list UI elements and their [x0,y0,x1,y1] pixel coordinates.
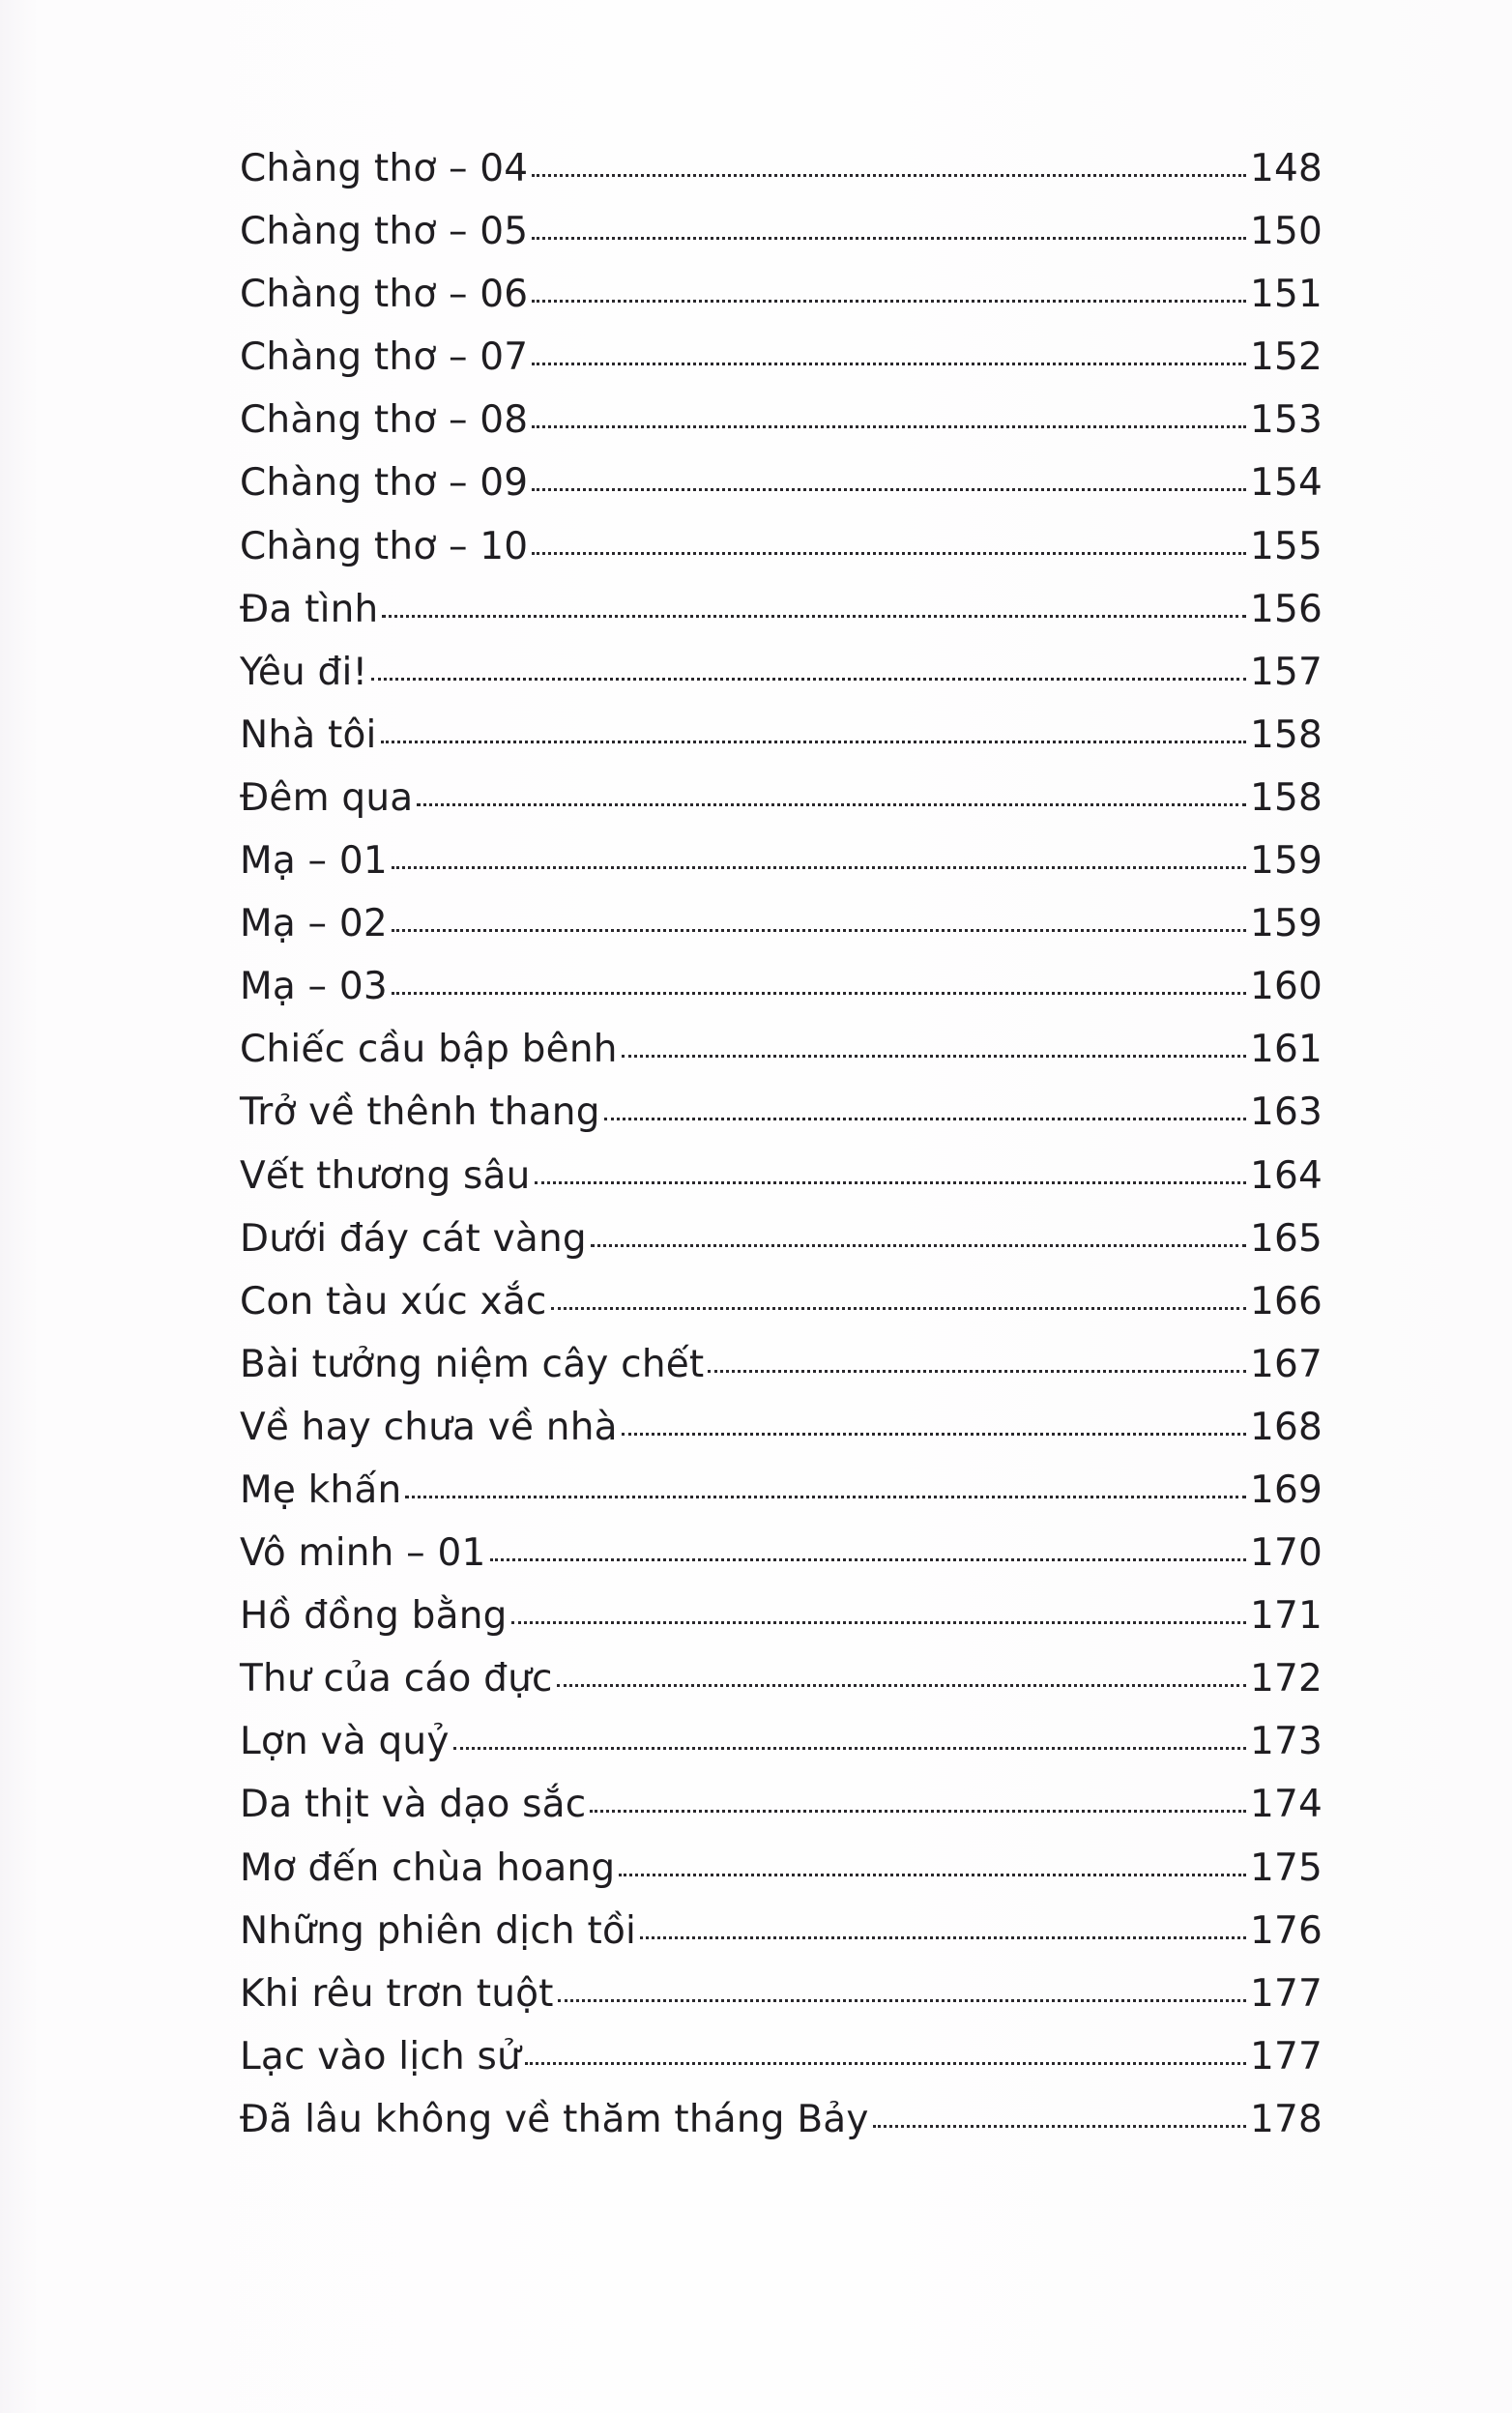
table-of-contents [240,137,1323,2151]
dot-leader [532,552,1246,555]
toc-entry-page-number: 165 [1249,1216,1323,1261]
toc-entry-title: Mơ đến chùa hoang [240,1846,616,1890]
toc-entry-page-number: 154 [1249,461,1323,506]
toc-entry [240,1962,1323,2025]
toc-entry-title: Chàng thơ – 10 [240,524,529,568]
toc-entry-page-number: 155 [1249,524,1323,568]
toc-entry [240,1333,1323,1396]
toc-entry [240,704,1323,767]
toc-entry-title: Chàng thơ – 04 [240,147,529,190]
toc-entry-title: Trở về thênh thang [240,1090,600,1135]
dot-leader [619,1874,1246,1876]
dot-leader [590,1810,1246,1813]
toc-entry [240,1459,1323,1522]
dot-leader [532,488,1246,491]
toc-entry-page-number: 177 [1249,1971,1323,2016]
toc-entry-page-number: 170 [1249,1531,1323,1576]
toc-entry [240,200,1323,263]
toc-entry-page-number: 178 [1249,2097,1323,2141]
toc-entry-page-number: 158 [1249,712,1323,757]
toc-entry [240,892,1323,955]
toc-entry [240,1270,1323,1333]
toc-entry-title: Chàng thơ – 09 [240,461,529,506]
toc-entry-title: Chàng thơ – 06 [240,273,529,317]
dot-leader [490,1558,1246,1561]
dot-leader [873,2125,1246,2128]
dot-leader [511,1621,1246,1624]
dot-leader [604,1118,1246,1120]
toc-entry [240,578,1323,641]
toc-entry-title: Đa tình [240,587,379,631]
toc-entry-title: Mạ – 02 [240,902,388,946]
toc-entry-page-number: 164 [1249,1153,1323,1198]
toc-entry-page-number: 151 [1249,273,1323,317]
toc-entry-title: Yêu đi! [240,650,368,694]
dot-leader [453,1747,1246,1750]
dot-leader [381,741,1246,743]
toc-entry-title: Bài tưởng niệm cây chết [240,1342,705,1386]
toc-entry-page-number: 157 [1249,650,1323,694]
toc-entry [240,137,1323,200]
toc-entry [240,1710,1323,1773]
dot-leader [532,174,1246,177]
toc-entry-title: Chàng thơ – 07 [240,335,529,380]
toc-entry-title: Dưới đáy cát vàng [240,1216,587,1261]
dot-leader [532,425,1246,428]
toc-entry-page-number: 169 [1249,1468,1323,1512]
toc-entry [240,1837,1323,1900]
toc-entry [240,451,1323,514]
dot-leader [591,1244,1246,1247]
toc-entry [240,2025,1323,2088]
toc-entry [240,326,1323,389]
toc-entry-page-number: 148 [1249,147,1323,190]
toc-entry-page-number: 177 [1249,2034,1323,2079]
dot-leader [405,1496,1246,1498]
toc-entry-title: Mạ – 01 [240,839,388,884]
toc-entry-page-number: 168 [1249,1405,1323,1449]
toc-entry-title: Đêm qua [240,775,414,820]
toc-entry-page-number: 160 [1249,965,1323,1009]
toc-entry-title: Da thịt và dạo sắc [240,1783,587,1827]
toc-entry-title: Những phiên dịch tồi [240,1908,637,1953]
dot-leader [417,803,1246,806]
toc-entry [240,1396,1323,1459]
toc-entry [240,1145,1323,1207]
toc-entry-title: Nhà tôi [240,712,377,757]
toc-entry-page-number: 176 [1249,1908,1323,1953]
toc-entry-page-number: 174 [1249,1783,1323,1827]
toc-entry-title: Vô minh – 01 [240,1531,486,1576]
dot-leader [532,363,1246,365]
dot-leader [640,1936,1246,1939]
toc-entry [240,955,1323,1018]
toc-entry-title: Con tàu xúc xắc [240,1279,547,1323]
toc-entry [240,1773,1323,1836]
toc-entry-page-number: 153 [1249,398,1323,443]
toc-entry-title: Thư của cáo đực [240,1657,553,1701]
dot-leader [371,678,1246,681]
toc-entry-page-number: 156 [1249,587,1323,631]
toc-entry-page-number: 173 [1249,1720,1323,1764]
toc-entry-page-number: 158 [1249,775,1323,820]
toc-entry [240,515,1323,578]
dot-leader [551,1307,1246,1310]
toc-entry-title: Chàng thơ – 08 [240,398,529,443]
toc-entry-page-number: 150 [1249,210,1323,254]
dot-leader [535,1181,1246,1184]
toc-entry-title: Mạ – 03 [240,965,388,1009]
toc-entry [240,641,1323,704]
toc-entry-page-number: 159 [1249,839,1323,884]
toc-entry [240,1081,1323,1144]
dot-leader [392,866,1246,869]
dot-leader [622,1055,1246,1058]
dot-leader [525,2062,1246,2065]
toc-entry-title: Chàng thơ – 05 [240,210,529,254]
toc-entry [240,1207,1323,1270]
toc-entry-title: Khi rêu trơn tuột [240,1971,554,2016]
toc-entry [240,767,1323,829]
toc-entry [240,2088,1323,2151]
toc-entry-title: Hồ đồng bằng [240,1594,508,1639]
toc-entry-page-number: 161 [1249,1028,1323,1072]
toc-entry-title: Về hay chưa về nhà [240,1405,618,1449]
toc-entry-page-number: 152 [1249,335,1323,380]
toc-entry-page-number: 167 [1249,1342,1323,1386]
toc-entry-page-number: 163 [1249,1090,1323,1135]
toc-entry [240,829,1323,892]
toc-entry [240,1900,1323,1962]
toc-entry [240,1522,1323,1584]
toc-entry-title: Vết thương sâu [240,1153,531,1198]
dot-leader [622,1433,1246,1436]
dot-leader [382,615,1245,618]
toc-entry-page-number: 171 [1249,1594,1323,1639]
dot-leader [392,929,1246,932]
toc-entry-title: Đã lâu không về thăm tháng Bảy [240,2097,869,2141]
toc-entry-page-number: 175 [1249,1846,1323,1890]
dot-leader [532,237,1246,240]
toc-entry-title: Lạc vào lịch sử [240,2034,521,2079]
dot-leader [532,300,1246,303]
toc-entry [240,263,1323,326]
dot-leader [557,1684,1246,1687]
toc-entry-page-number: 172 [1249,1657,1323,1701]
toc-entry-title: Lợn và quỷ [240,1720,450,1764]
toc-entry-page-number: 166 [1249,1279,1323,1323]
dot-leader [392,992,1246,995]
toc-entry-title: Mẹ khấn [240,1468,402,1512]
dot-leader [558,1999,1246,2002]
toc-entry [240,1018,1323,1081]
toc-entry [240,389,1323,451]
toc-entry [240,1647,1323,1710]
toc-entry [240,1584,1323,1647]
toc-entry-title: Chiếc cầu bập bênh [240,1028,618,1072]
toc-entry-page-number: 159 [1249,902,1323,946]
dot-leader [708,1370,1246,1373]
